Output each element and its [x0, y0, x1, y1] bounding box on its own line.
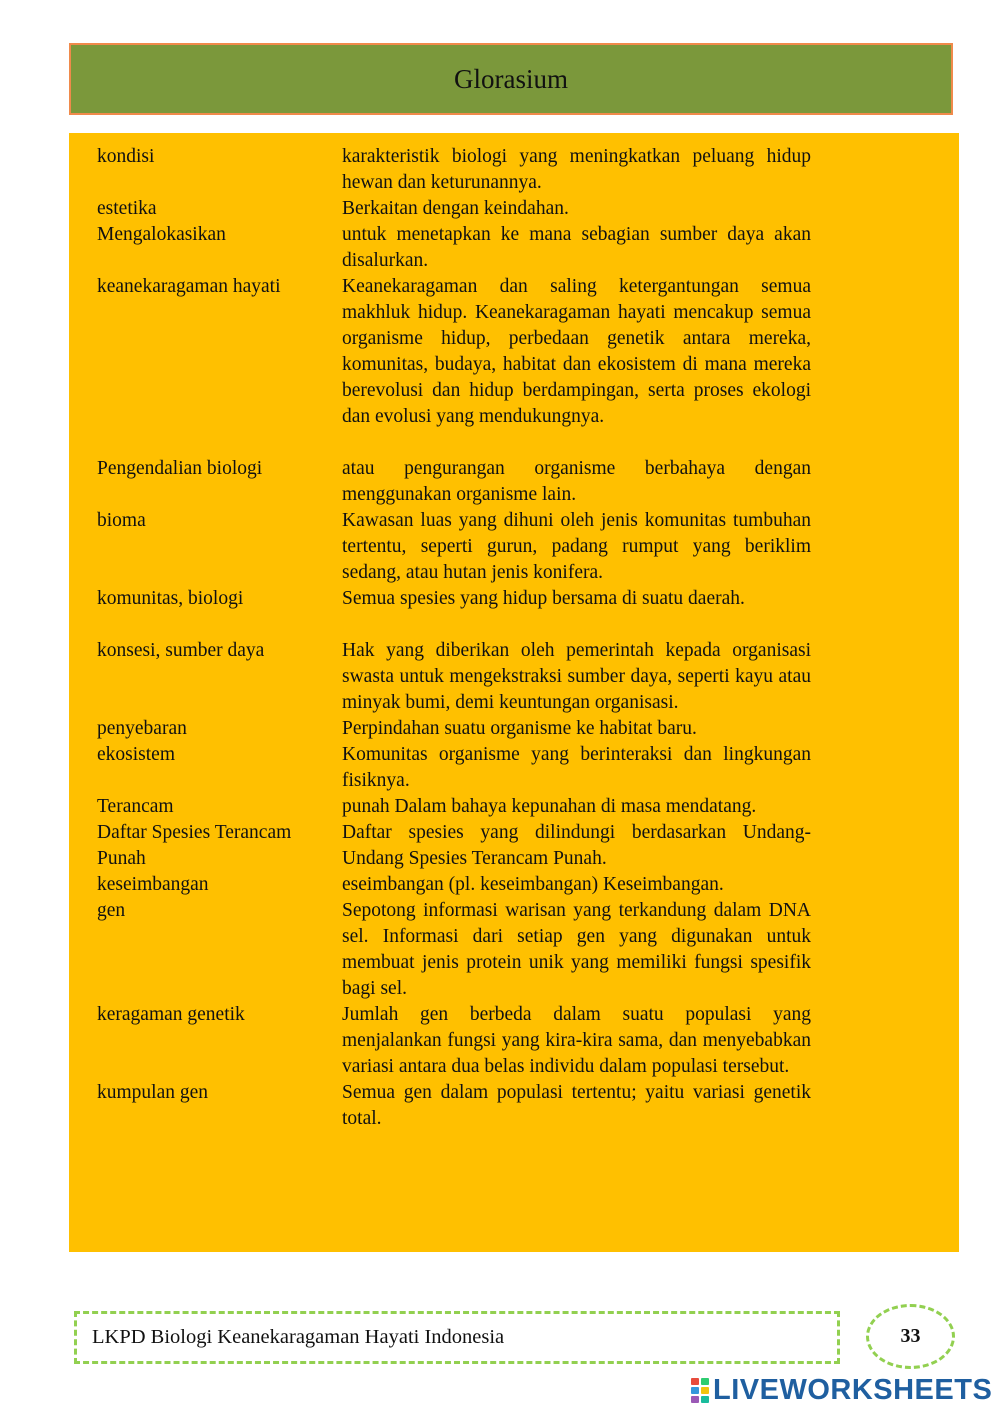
- glossary-term: keseimbangan: [97, 874, 209, 895]
- glossary-definition: Semua spesies yang hidup bersama di suatu daerah.: [342, 588, 745, 609]
- glossary-definition: Perpindahan suatu organisme ke habitat baru.: [342, 718, 697, 739]
- glossary-term: keragaman genetik: [97, 1004, 245, 1025]
- page-title: Glorasium: [454, 63, 568, 94]
- glossary-term: keanekaragaman hayati: [97, 276, 281, 297]
- glossary-entry: [97, 456, 959, 508]
- title-banner: [69, 43, 953, 115]
- glossary-definition: eseimbangan (pl. keseimbangan) Keseimbangan.: [342, 874, 724, 895]
- glossary-definition: Keanekaragaman dan saling ketergantungan semua makhluk hidup. Keanekaragaman hayati mencakup semua organisme hidup, perbedaan genetik antara mereka, komunitas, budaya, habitat dan ekosistem di mana mereka berevolusi dan hidup berdampingan, serta proses ekologi dan evolusi yang mendukungnya.: [342, 276, 811, 427]
- glossary-entry: [97, 1080, 959, 1132]
- glossary-entry: [97, 274, 959, 430]
- watermark-text: LIVEWORKSHEETS: [713, 1373, 993, 1406]
- glossary-entry: [97, 820, 959, 872]
- glossary-definition: Hak yang diberikan oleh pemerintah kepada organisasi swasta untuk mengekstraksi sumber daya, seperti kayu atau minyak bumi, demi keuntungan organisasi.: [342, 640, 811, 713]
- glossary-entry: [97, 716, 959, 742]
- glossary-term: konsesi, sumber daya: [97, 640, 265, 661]
- glossary-term: kondisi: [97, 146, 155, 167]
- glossary-term: penyebaran: [97, 718, 187, 739]
- glossary-entry: [97, 794, 959, 820]
- glossary-term: Terancam: [97, 796, 174, 817]
- glossary-entry: [97, 196, 959, 222]
- glossary-entry: [97, 586, 959, 612]
- glossary-term: gen: [97, 900, 126, 921]
- glossary-entry: [97, 1002, 959, 1080]
- footer-book-title: LKPD Biologi Keanekaragaman Hayati Indonesia: [92, 1326, 505, 1348]
- glossary-definition: karakteristik biologi yang meningkatkan peluang hidup hewan dan keturunannya.: [342, 146, 811, 193]
- glossary-entry: [97, 144, 959, 196]
- glossary-term: Mengalokasikan: [97, 224, 226, 245]
- glossary-definition: Sepotong informasi warisan yang terkandung dalam DNA sel. Informasi dari setiap gen yang digunakan untuk membuat jenis protein unik yang memiliki fungsi spesifik bagi sel.: [342, 900, 811, 999]
- glossary-definition: Semua gen dalam populasi tertentu; yaitu variasi genetik total.: [342, 1082, 811, 1129]
- glossary-definition: Komunitas organisme yang berinteraksi dan lingkungan fisiknya.: [342, 744, 811, 791]
- glossary-entry: [97, 898, 959, 1002]
- glossary-term: ekosistem: [97, 744, 175, 765]
- glossary-list: [69, 133, 959, 1252]
- liveworksheets-watermark: [691, 1374, 992, 1406]
- footer-book-title-box: [74, 1311, 840, 1364]
- glossary-term: Pengendalian biologi: [97, 458, 263, 479]
- glossary-entry: [97, 508, 959, 586]
- glossary-entry: [97, 742, 959, 794]
- glossary-definition: Kawasan luas yang dihuni oleh jenis komunitas tumbuhan tertentu, seperti gurun, padang rumput yang beriklim sedang, atau hutan jenis konifera.: [342, 510, 811, 583]
- glossary-definition: Berkaitan dengan keindahan.: [342, 198, 569, 219]
- glossary-term: bioma: [97, 510, 146, 531]
- page-number: 33: [900, 1325, 921, 1347]
- glossary-entry: [97, 872, 959, 898]
- glossary-term: komunitas, biologi: [97, 588, 244, 609]
- glossary-term: estetika: [97, 198, 157, 219]
- glossary-definition: atau pengurangan organisme berbahaya dengan menggunakan organisme lain.: [342, 458, 811, 505]
- page-number-badge: [866, 1304, 955, 1369]
- glossary-definition: Daftar spesies yang dilindungi berdasarkan Undang-Undang Spesies Terancam Punah.: [342, 822, 811, 869]
- glossary-term: Daftar Spesies Terancam Punah: [97, 822, 292, 869]
- liveworksheets-logo-icon: [691, 1378, 709, 1403]
- glossary-definition: punah Dalam bahaya kepunahan di masa mendatang.: [342, 796, 757, 817]
- glossary-term: kumpulan gen: [97, 1082, 209, 1103]
- glossary-definition: Jumlah gen berbeda dalam suatu populasi yang menjalankan fungsi yang kira-kira sama, dan menyebabkan variasi antara dua belas individu dalam populasi tersebut.: [342, 1004, 811, 1077]
- glossary-entry: [97, 222, 959, 274]
- glossary-definition: untuk menetapkan ke mana sebagian sumber daya akan disalurkan.: [342, 224, 811, 271]
- glossary-entry: [97, 638, 959, 716]
